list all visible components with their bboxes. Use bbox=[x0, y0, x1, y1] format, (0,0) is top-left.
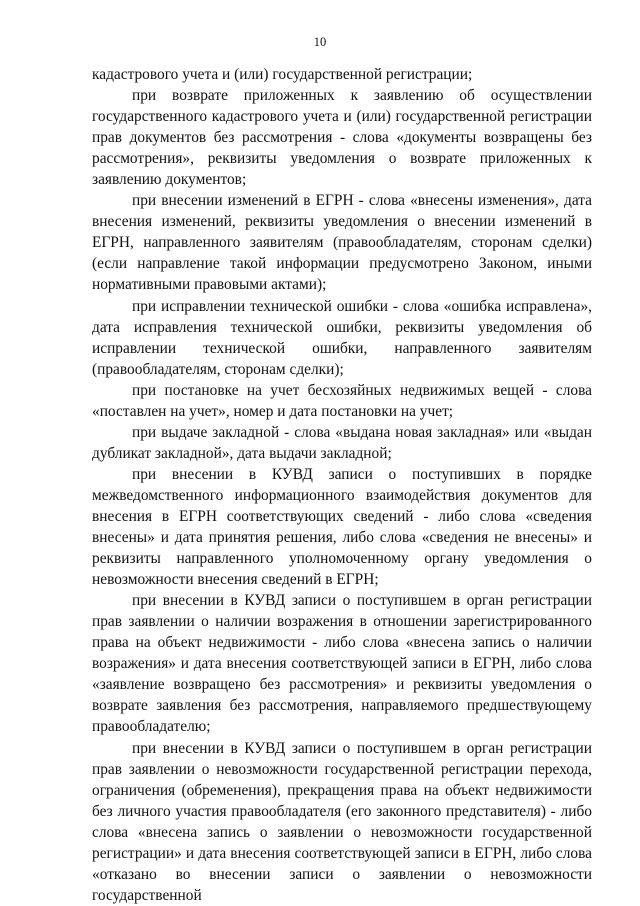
page-number: 10 bbox=[313, 35, 327, 49]
paragraph-return-documents: при возврате приложенных к заявлению об осуществлении государственного кадастрового учета и (или) государственной регистрации прав документов без рассмотрения - слова «документы возвращены без рассмотрения», реквизиты уведомления о возврате приложенных к заявлению документов; bbox=[92, 87, 592, 189]
paragraph-personal-participation: при внесении в КУВД записи о поступившем в орган регистрации прав заявлении о невозможности государственной регистрации перехода, ограничения (обременения), прекращения права на объект недвижимости без личного участия правообладателя (его законного представителя) - либо слова «внесена запись о заявлении о невозможности государственной регистрации» и дата внесения соответствующей записи в ЕГРН, либо слова «отказано во внесении записи о заявлении о невозможности государственной bbox=[92, 739, 592, 904]
paragraph-continuation: кадастрового учета и (или) государственной регистрации; bbox=[92, 66, 473, 83]
paragraph-technical-error: при исправлении технической ошибки - слова «ошибка исправлена», дата исправления технической ошибки, реквизиты уведомления об исправлении технической ошибки, направленного заявителям (правообладателям, сторонам сделки); bbox=[92, 297, 592, 378]
paragraph-mortgage-issue: при выдаче закладной - слова «выдана новая закладная» или «выдан дубликат закладной», дата выдачи закладной; bbox=[92, 423, 592, 462]
paragraph-changes-egrn: при внесении изменений в ЕГРН - слова «внесены изменения», дата внесения изменений, реквизиты уведомления о внесении изменений в ЕГРН, направленного заявителям (правообладателям, сторонам сделки) (если направление такой информации предусмотрено Законом, иными нормативными правовыми актами); bbox=[92, 192, 592, 294]
document-body bbox=[92, 64, 592, 906]
paragraph-interagency-documents: при внесении в КУВД записи о поступивших в порядке межведомственного информационного взаимодействия документов для внесения в ЕГРН соответствующих сведений - либо слова «сведения внесены» и дата принятия решения, либо слова «сведения не внесены» и реквизиты направленного уполномоченному органу уведомления о невозможности внесения сведений в ЕГРН; bbox=[92, 465, 592, 589]
paragraph-objection-record: при внесении в КУВД записи о поступившем в орган регистрации прав заявлении о наличии возражения в отношении зарегистрированного права на объект недвижимости - либо слова «внесена запись о наличии возражения» и дата внесения соответствующей записи в ЕГРН, либо слова «заявление возвращено без рассмотрения» и реквизиты уведомления о возврате заявления без рассмотрения, направляемого предшествующему правообладателю; bbox=[92, 592, 592, 736]
paragraph-ownerless-property: при постановке на учет бесхозяйных недвижимых вещей - слова «поставлен на учет», номер и дата постановки на учет; bbox=[92, 381, 592, 420]
